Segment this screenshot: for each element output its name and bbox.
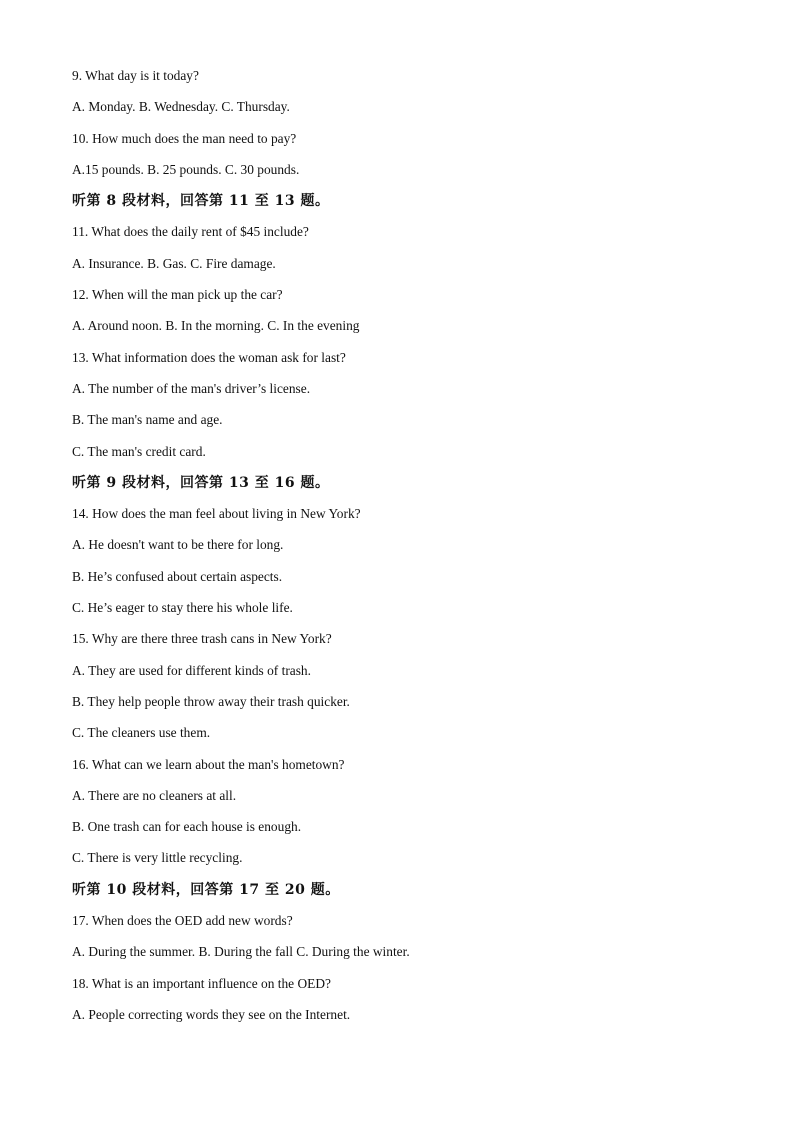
option-15c: C. The cleaners use them. [72, 725, 211, 741]
option-16b: B. One trash can for each house is enough. [72, 819, 302, 835]
options-12: A. Around noon. B. In the morning. C. In the evening [72, 318, 360, 334]
question-12: 12. When will the man pick up the car? [72, 287, 283, 303]
question-13: 13. What information does the woman ask for last? [72, 349, 346, 365]
question-10: 10. How much does the man need to pay? [72, 130, 297, 146]
option-14b: B. He’s confused about certain aspects. [72, 568, 283, 584]
question-11: 11. What does the daily rent of $45 include? [72, 224, 309, 240]
options-10: A.15 pounds. B. 25 pounds. C. 30 pounds. [72, 161, 300, 177]
option-14a: A. He doesn't want to be there for long. [72, 537, 284, 553]
options-17: A. During the summer. B. During the fall C. During the winter. [72, 944, 410, 960]
question-16: 16. What can we learn about the man's hometown? [72, 756, 345, 772]
option-13b: B. The man's name and age. [72, 412, 223, 428]
option-15b: B. They help people throw away their trash quicker. [72, 693, 350, 709]
option-15a: A. They are used for different kinds of trash. [72, 662, 311, 678]
question-15: 15. Why are there three trash cans in New York? [72, 631, 332, 647]
question-14: 14. How does the man feel about living in New York? [72, 506, 361, 522]
options-9: A. Monday. B. Wednesday. C. Thursday. [72, 99, 290, 115]
section-heading-10: 听第 10 段材料，回答第 17 至 20 题。 [72, 881, 340, 898]
section-heading-8: 听第 8 段材料，回答第 11 至 13 题。 [72, 193, 330, 210]
option-13a: A. The number of the man's driver’s license. [72, 380, 311, 396]
section-heading-9: 听第 9 段材料，回答第 13 至 16 题。 [72, 474, 330, 491]
option-14c: C. He’s eager to stay there his whole life. [72, 600, 293, 616]
question-18: 18. What is an important influence on the OED? [72, 975, 331, 991]
document-page [72, 66, 732, 1036]
options-11: A. Insurance. B. Gas. C. Fire damage. [72, 255, 276, 271]
question-9: 9. What day is it today? [72, 68, 199, 83]
question-17: 17. When does the OED add new words? [72, 913, 293, 929]
option-16a: A. There are no cleaners at all. [72, 787, 237, 803]
option-18a: A. People correcting words they see on the Internet. [72, 1006, 351, 1022]
option-16c: C. There is very little recycling. [72, 850, 243, 866]
option-13c: C. The man's credit card. [72, 443, 206, 459]
